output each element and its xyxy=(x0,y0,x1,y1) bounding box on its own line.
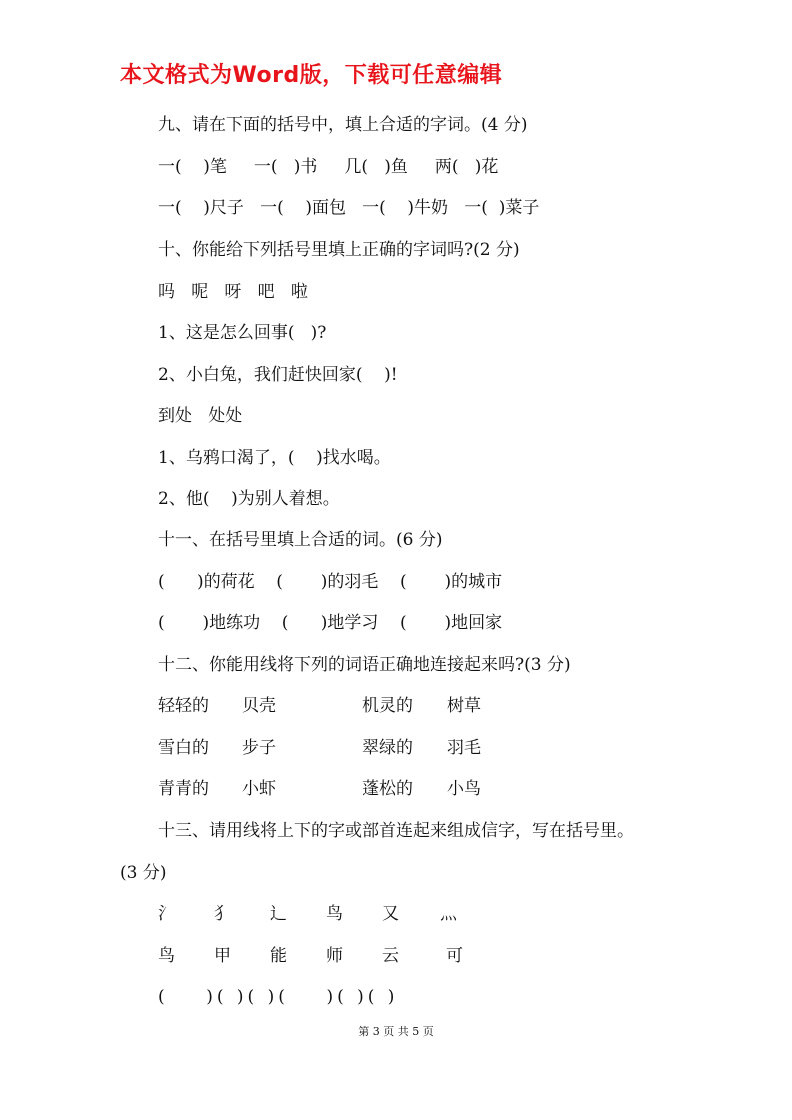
question-9-title: 九、请在下面的括号中，填上合适的字词。(4 分) xyxy=(158,115,528,135)
character-item: 甲 xyxy=(214,946,231,966)
character-item: 鸟 xyxy=(158,946,175,966)
word-left-match: 步子 xyxy=(242,738,276,758)
word-left: 雪白的 xyxy=(158,738,209,758)
word-right: 翠绿的 xyxy=(362,738,413,758)
word-left-match: 小虾 xyxy=(242,779,276,799)
question-10-title: 十、你能给下列括号里填上正确的字词吗?(2 分) xyxy=(158,240,520,260)
character-item: 可 xyxy=(446,946,463,966)
question-12-title: 十二、你能用线将下列的词语正确地连接起来吗?(3 分) xyxy=(158,655,571,675)
page-footer: 第 3 页 共 5 页 xyxy=(358,1025,434,1038)
question-13-title: 十三、请用线将上下的字或部首连起来组成信字，写在括号里。 xyxy=(158,821,634,841)
word-left: 轻轻的 xyxy=(158,696,209,716)
question-10-sentence-3: 1、乌鸦口渴了，( )找水喝。 xyxy=(158,448,391,468)
word-left: 青青的 xyxy=(158,779,209,799)
question-13-answer-blanks: ( )( )( )( )( )( ) xyxy=(158,987,399,1007)
word-left-match: 贝壳 xyxy=(242,696,276,716)
question-10-sentence-4: 2、他( )为别人着想。 xyxy=(158,489,340,509)
radical-item: 灬 xyxy=(440,904,457,924)
word-right: 蓬松的 xyxy=(362,779,413,799)
question-10-word-choices-2: 到处 处处 xyxy=(158,406,243,426)
word-right: 机灵的 xyxy=(362,696,413,716)
header-banner: 本文格式为Word版，下载可任意编辑 xyxy=(120,63,503,88)
radical-item: 鸟 xyxy=(326,904,343,924)
question-11-row-2: ( )地练功 ( )地学习 ( )地回家 xyxy=(158,613,503,633)
question-9-row-1: 一( )笔 一( )书 几( )鱼 两( )花 xyxy=(158,157,499,177)
word-right-match: 羽毛 xyxy=(447,738,481,758)
character-item: 能 xyxy=(270,946,287,966)
radical-item: 又 xyxy=(382,904,399,924)
question-10-sentence-1: 1、这是怎么回事( )? xyxy=(158,323,327,343)
question-13-title-continued: (3 分) xyxy=(120,863,167,883)
question-10-sentence-2: 2、小白兔，我们赶快回家( )! xyxy=(158,365,398,385)
radical-item: 犭 xyxy=(214,904,231,924)
word-right-match: 小鸟 xyxy=(447,779,481,799)
radical-item: 氵 xyxy=(158,904,175,924)
word-right-match: 树草 xyxy=(447,696,481,716)
character-item: 云 xyxy=(382,946,399,966)
question-9-row-2: 一( )尺子 一( )面包 一( )牛奶 一( )菜子 xyxy=(158,198,540,218)
question-10-word-choices-1: 吗 呢 呀 吧 啦 xyxy=(158,282,308,302)
question-11-title: 十一、在括号里填上合适的词。(6 分) xyxy=(158,530,443,550)
radical-item: 辶 xyxy=(270,904,287,924)
character-item: 师 xyxy=(326,946,343,966)
question-11-row-1: ( )的荷花 ( )的羽毛 ( )的城市 xyxy=(158,572,503,592)
